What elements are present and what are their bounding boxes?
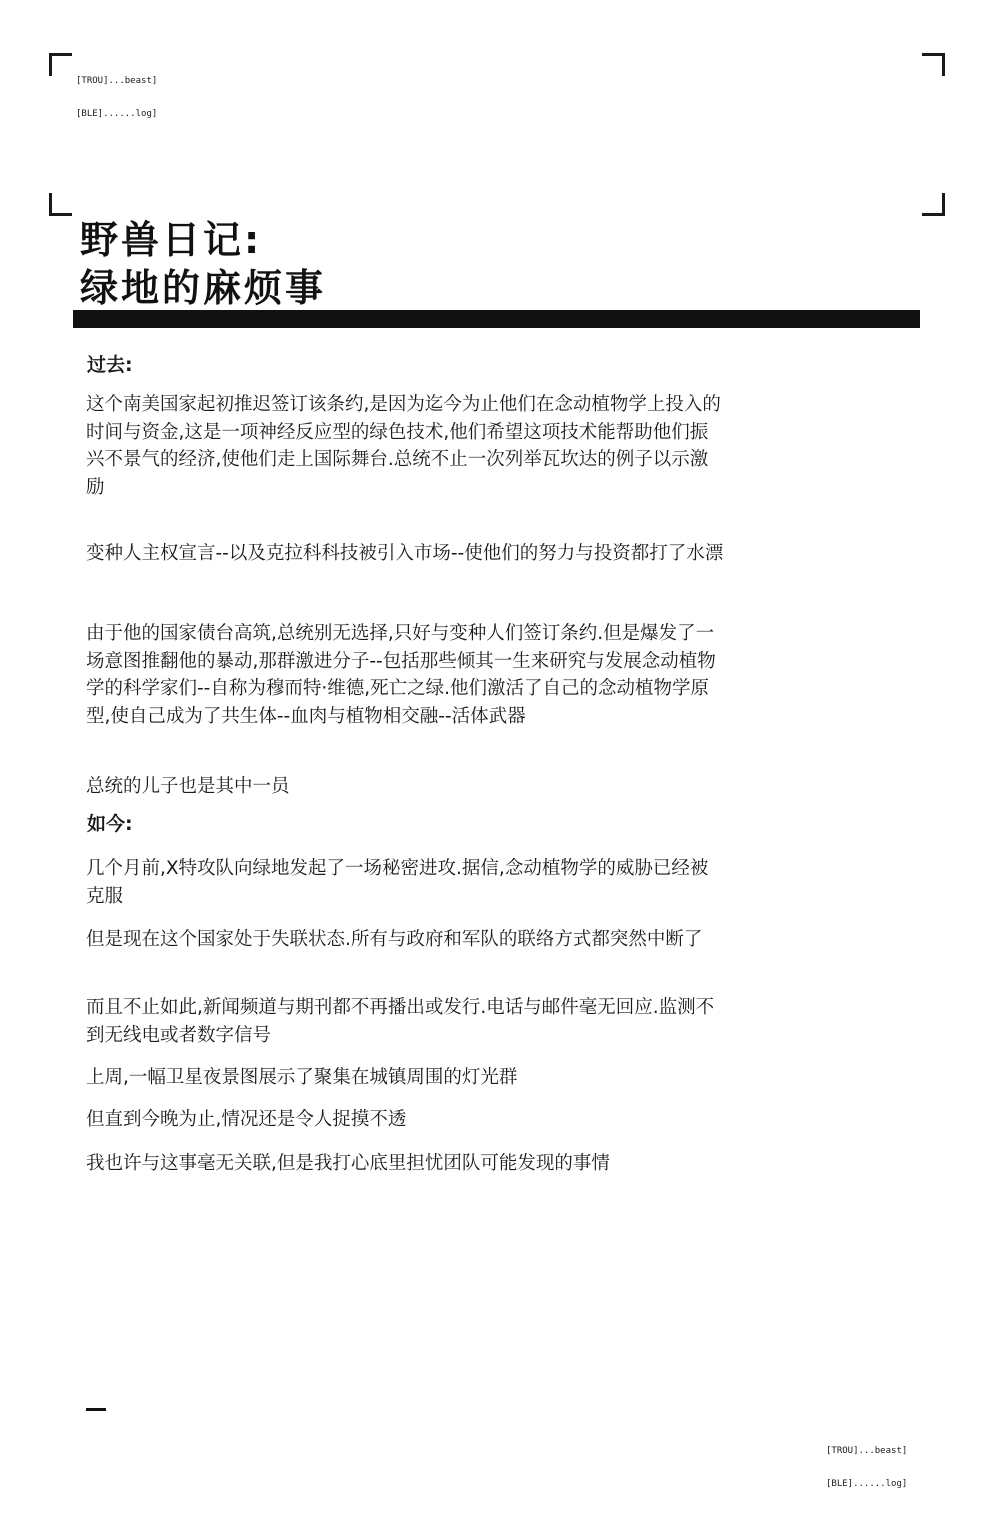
present-paragraph-3: 而且不止如此,新闻频道与期刊都不再播出或发行.电话与邮件毫无回应.监测不到无线电或者数字信号 [86,997,715,1046]
title-underline-bar [73,310,920,328]
footer-tag-line1: [TROU]...beast] [826,1446,908,1456]
header-tag [76,54,157,131]
present-paragraph-4: 上周,一幅卫星夜景图展示了聚集在城镇周围的灯光群 [86,1067,518,1088]
present-paragraph-2: 但是现在这个国家处于失联状态.所有与政府和军队的联络方式都突然中断了 [86,929,703,950]
past-paragraph-1: 这个南美国家起初推迟签订该条约,是因为迄今为止他们在念动植物学上投入的时间与资金,这是一项神经反应型的绿色技术,他们希望这项技术能帮助他们振兴不景气的经济,使他们走上国际舞台.总统不止一次列举瓦坎达的例子以示激励 [86,394,721,498]
past-paragraph-3: 由于他的国家债台高筑,总统别无选择,只好与变种人们签订条约.但是爆发了一场意图推翻他的暴动,那群激进分子--包括那些倾其一生来研究与发展念动植物学的科学家们--自称为穆而特·维德,死亡之绿.他们激活了自己的念动植物学原型,使自己成为了共生体--血肉与植物相交融--活体武器 [86,623,716,727]
footer-tag [826,1424,907,1501]
title-line2: 绿地的麻烦事 [80,266,327,310]
past-paragraph-2: 变种人主权宣言--以及克拉科科技被引入市场--使他们的努力与投资都打了水漂 [86,543,724,564]
title-line1: 野兽日记: [80,218,263,262]
present-paragraph-5: 但直到今晚为止,情况还是令人捉摸不透 [86,1109,407,1130]
section-heading-past: 过去: [87,354,133,376]
header-tag-line1: [TROU]...beast] [76,76,158,86]
corner-bracket-mid-right [922,193,945,216]
corner-bracket-mid-left [49,193,72,216]
corner-bracket-top-left [49,53,72,76]
footer-dash [86,1408,106,1411]
corner-bracket-top-right [922,53,945,76]
present-paragraph-1: 几个月前,X特攻队向绿地发起了一场秘密进攻.据信,念动植物学的威胁已经被克服 [86,858,709,907]
page-title [80,216,326,312]
past-paragraph-4: 总统的儿子也是其中一员 [86,776,290,797]
section-heading-present: 如今: [87,813,133,835]
footer-tag-line2: [BLE]......log] [826,1479,908,1489]
header-tag-line2: [BLE]......log] [76,109,158,119]
present-paragraph-6: 我也许与这事毫无关联,但是我打心底里担忧团队可能发现的事情 [86,1153,610,1174]
